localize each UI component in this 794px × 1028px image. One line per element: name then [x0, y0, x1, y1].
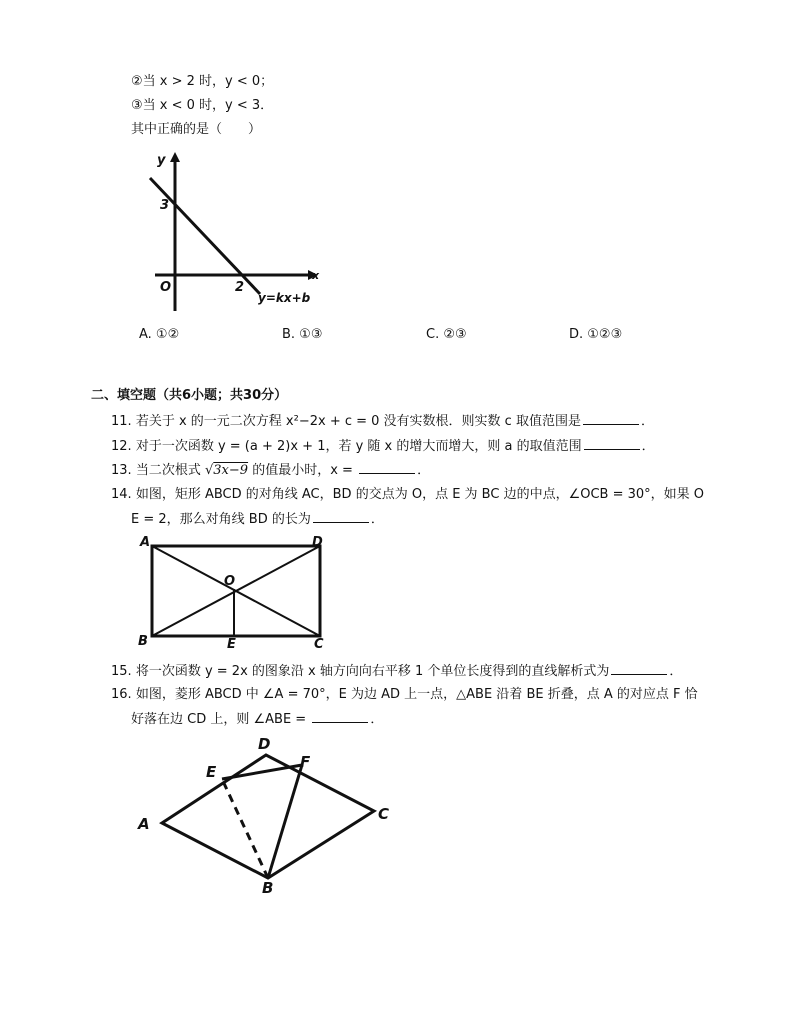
question-12	[111, 437, 655, 456]
answer-blank	[359, 461, 415, 474]
q10-statement-3: ③当 x < 0 时，y < 3．	[131, 98, 274, 113]
y-intercept-label: 3	[160, 198, 170, 213]
line-equation-label: y=kx+b	[258, 291, 311, 305]
answer-blank	[611, 662, 667, 675]
x-axis-label: x	[312, 269, 320, 282]
q10-option-d: D. ①②③	[569, 327, 623, 342]
q16-figure	[136, 733, 406, 897]
segment-ef	[222, 765, 302, 779]
question-13	[111, 461, 430, 480]
label-c: C	[378, 805, 390, 823]
x-intercept-label: 2	[235, 280, 245, 295]
q14-figure	[134, 531, 334, 651]
q16-end: ．	[370, 712, 384, 727]
label-d: D	[258, 735, 271, 753]
rhombus-abcd	[162, 755, 374, 878]
q13-radicand: 3x−9	[213, 463, 249, 478]
q10-graph	[140, 148, 340, 318]
radical-sign: √	[204, 463, 214, 478]
label-d: D	[312, 535, 323, 550]
label-o: O	[224, 574, 236, 589]
segment-be	[222, 779, 268, 878]
q13-text: 当二次根式	[135, 463, 201, 478]
q10-option-a: A. ①②	[139, 327, 180, 342]
q14-line2: E = 2，那么对角线 BD 的长为	[131, 512, 311, 527]
q16-line1: 如图，菱形 ABCD 中 ∠A = 70°，E 为边 AD 上一点，△ABE 沿着 BE 折叠，点 A 的对应点 F 恰	[135, 687, 698, 702]
question-16-cont	[131, 710, 383, 729]
q13-text-b: 的值最小时，x =	[252, 463, 358, 478]
q10-question: 其中正确的是（ ）	[131, 122, 262, 137]
q10-statement-2: ②当 x > 2 时，y < 0；	[131, 74, 274, 89]
q14-line1: 如图，矩形 ABCD 的对角线 AC，BD 的交点为 O，点 E 为 BC 边的中点，∠OCB = 30°，如果 O	[135, 487, 705, 502]
section-title: 二、填空题（共6小题；共30分）	[91, 388, 288, 403]
q12-number: 12.	[111, 439, 132, 454]
answer-blank	[312, 710, 368, 723]
label-a: A	[140, 535, 151, 550]
answer-blank	[584, 437, 640, 450]
question-14-cont	[131, 510, 384, 529]
q15-text: 将一次函数 y = 2x 的图象沿 x 轴方向向右平移 1 个单位长度得到的直线解析式为	[135, 664, 610, 679]
q12-end: ．	[641, 439, 655, 454]
label-f: F	[300, 753, 311, 771]
label-e: E	[227, 637, 236, 652]
question-15	[111, 662, 682, 681]
q14-end: ．	[370, 512, 384, 527]
q10-option-b: B. ①③	[282, 327, 323, 342]
question-14	[111, 486, 704, 504]
label-a: A	[138, 815, 150, 833]
origin-label: O	[160, 280, 172, 295]
label-c: C	[314, 637, 324, 652]
q13-number: 13.	[111, 463, 132, 478]
q15-end: ．	[669, 664, 683, 679]
y-axis-arrow	[170, 152, 180, 162]
question-16	[111, 686, 698, 704]
answer-blank	[313, 510, 369, 523]
answer-blank	[583, 412, 639, 425]
q11-text: 若关于 x 的一元二次方程 x²−2x + c = 0 没有实数根．则实数 c 取值范围是	[135, 414, 581, 429]
graph-line	[150, 178, 260, 294]
question-11	[111, 412, 654, 431]
q16-number: 16.	[111, 687, 132, 702]
y-axis-label: y	[157, 153, 166, 168]
q11-end: ．	[640, 414, 654, 429]
label-b: B	[138, 634, 148, 649]
label-b: B	[262, 879, 274, 897]
q11-number: 11.	[111, 414, 132, 429]
q10-option-c: C. ②③	[426, 327, 467, 342]
q16-line2: 好落在边 CD 上，则 ∠ABE =	[131, 712, 311, 727]
q12-text: 对于一次函数 y = (a + 2)x + 1，若 y 随 x 的增大而增大，则 a 的取值范围	[135, 439, 582, 454]
q14-number: 14.	[111, 487, 132, 502]
q13-end: ．	[417, 463, 431, 478]
label-e: E	[206, 763, 217, 781]
q15-number: 15.	[111, 664, 132, 679]
